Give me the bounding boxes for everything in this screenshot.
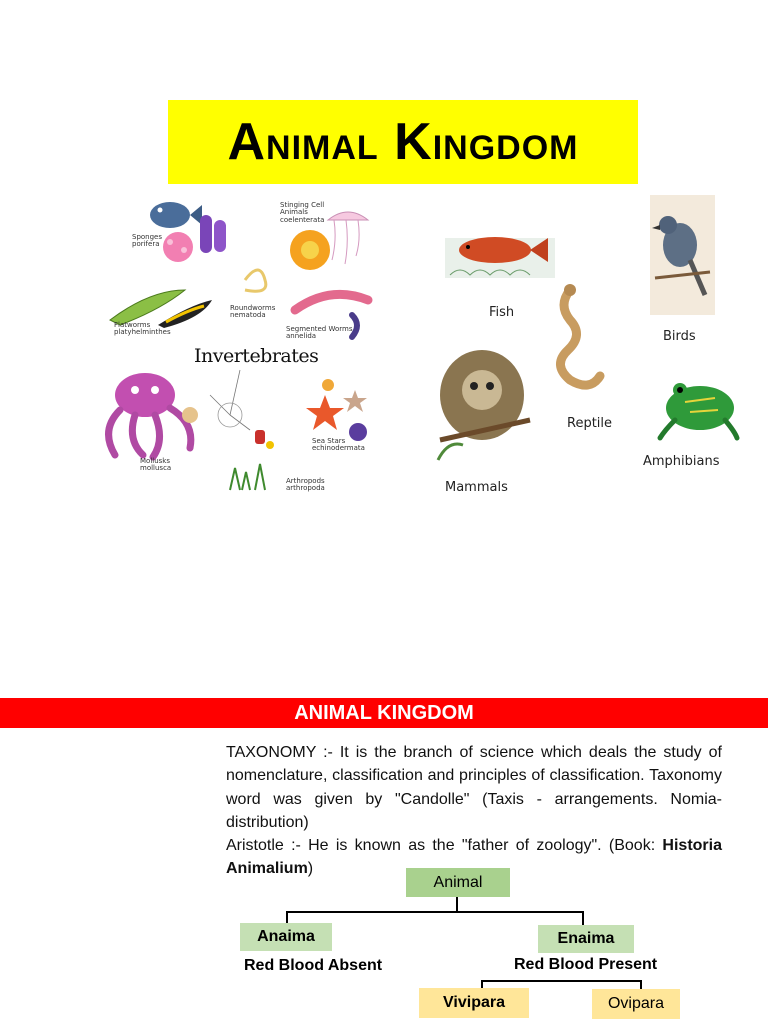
label-fish: Fish [489,305,515,320]
label-segmented-worms: Segmented Worms annelida [286,325,353,341]
label-mammals: Mammals [445,480,508,495]
amphibian-illustration [660,383,737,438]
label-roundworms: Roundworms nematoda [230,304,276,320]
label-arthropods: Arthropods arthropoda [286,477,325,493]
label-stinging-cell: Stinging Cell Animals coelenterata [280,201,325,224]
tree-connector [456,897,458,911]
label-birds: Birds [663,329,696,344]
mollusk-illustration [109,373,198,457]
fish-illustration [445,237,555,278]
title-banner [168,100,638,184]
taxonomy-paragraph: TAXONOMY :- It is the branch of science which deals the study of nomenclature, classification and principles of classification. Taxonomy word was given by "Candolle" (Taxis - arrangements. Nomia-distribution) [226,744,722,831]
tree-root-animal: Animal [406,868,510,897]
tree-node-ovipara: Ovipara [592,989,680,1019]
label-amphibians: Amphibians [643,454,720,469]
tree-node-vivipara: Vivipara [419,988,529,1018]
sponge-illustration [150,202,226,262]
invertebrates-heading: Invertebrates [194,345,319,367]
animal-collage [90,190,750,510]
bird-illustration [650,195,715,315]
label-mollusks: Mollusks mollusca [140,457,172,473]
book-title: Historia Animalium [226,837,722,878]
anaima-description: Red Blood Absent [244,957,383,974]
roundworm-illustration [245,270,266,291]
reptile-illustration [560,284,600,385]
section-header: ANIMAL KINGDOM [294,701,474,724]
label-reptile: Reptile [567,416,613,431]
section-header-bar [0,698,768,728]
mammal-illustration [438,350,530,460]
tree-connector [286,911,584,913]
tree-connector [582,911,584,925]
page-title: ANIMAL KINGDOM [227,113,579,171]
label-sea-stars: Sea Stars echinodermata [312,437,365,453]
tree-node-anaima: Anaima [240,923,332,951]
arthropod-illustration [210,370,274,490]
enaima-description: Red Blood Present [514,956,658,973]
sea-star-illustration [306,379,367,441]
taxonomy-text [226,741,722,881]
aristotle-paragraph: Aristotle :- He is known as the "father of zoology". (Book: Historia Animalium) [226,837,722,878]
label-flatworms: Flatworms platyhelminthes [114,321,171,337]
label-sponges: Sponges porifera [132,233,163,249]
tree-connector [481,980,642,982]
tree-node-enaima: Enaima [538,925,634,953]
